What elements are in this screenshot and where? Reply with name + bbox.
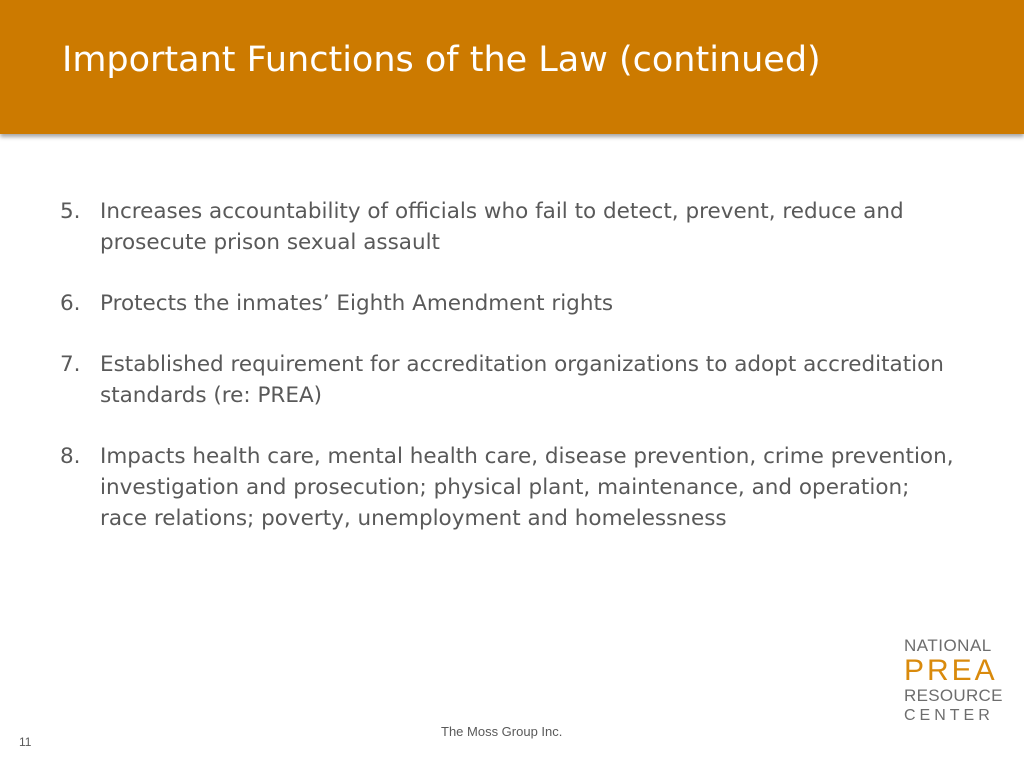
logo-line-resource: RESOURCE [904, 686, 1003, 705]
slide-title: Important Functions of the Law (continued) [62, 40, 821, 80]
list-item-number: 5. [60, 199, 81, 224]
list-item-number: 6. [60, 291, 81, 316]
list-item-number: 7. [60, 352, 81, 377]
logo-line-national: NATIONAL [904, 636, 992, 655]
logo-line-center: CENTER [904, 707, 994, 724]
list-item-text: Protects the inmates’ Eighth Amendment rights [100, 291, 614, 316]
national-prea-resource-center-logo [904, 636, 1004, 726]
list-item-number: 8. [60, 444, 81, 469]
list-item-text: Increases accountability of officials who fail to detect, prevent, reduce and prosecute prison sexual assault [100, 199, 904, 255]
list-item-text: Established requirement for accreditation organizations to adopt accreditation standards (re: PREA) [100, 352, 944, 408]
footer-company-name: The Moss Group Inc. [441, 724, 563, 739]
page-number: 11 [19, 735, 32, 749]
numbered-list [60, 196, 960, 564]
list-item-text: Impacts health care, mental health care, disease prevention, crime prevention, investigation and prosecution; physical plant, maintenance, and operation; race relations; poverty, unemployment and homelessness [100, 444, 954, 531]
list-item [60, 288, 960, 319]
title-bar [0, 0, 1024, 134]
list-item [60, 196, 960, 258]
list-item [60, 349, 960, 411]
logo-line-prea: PREA [904, 654, 998, 687]
list-item [60, 441, 960, 534]
